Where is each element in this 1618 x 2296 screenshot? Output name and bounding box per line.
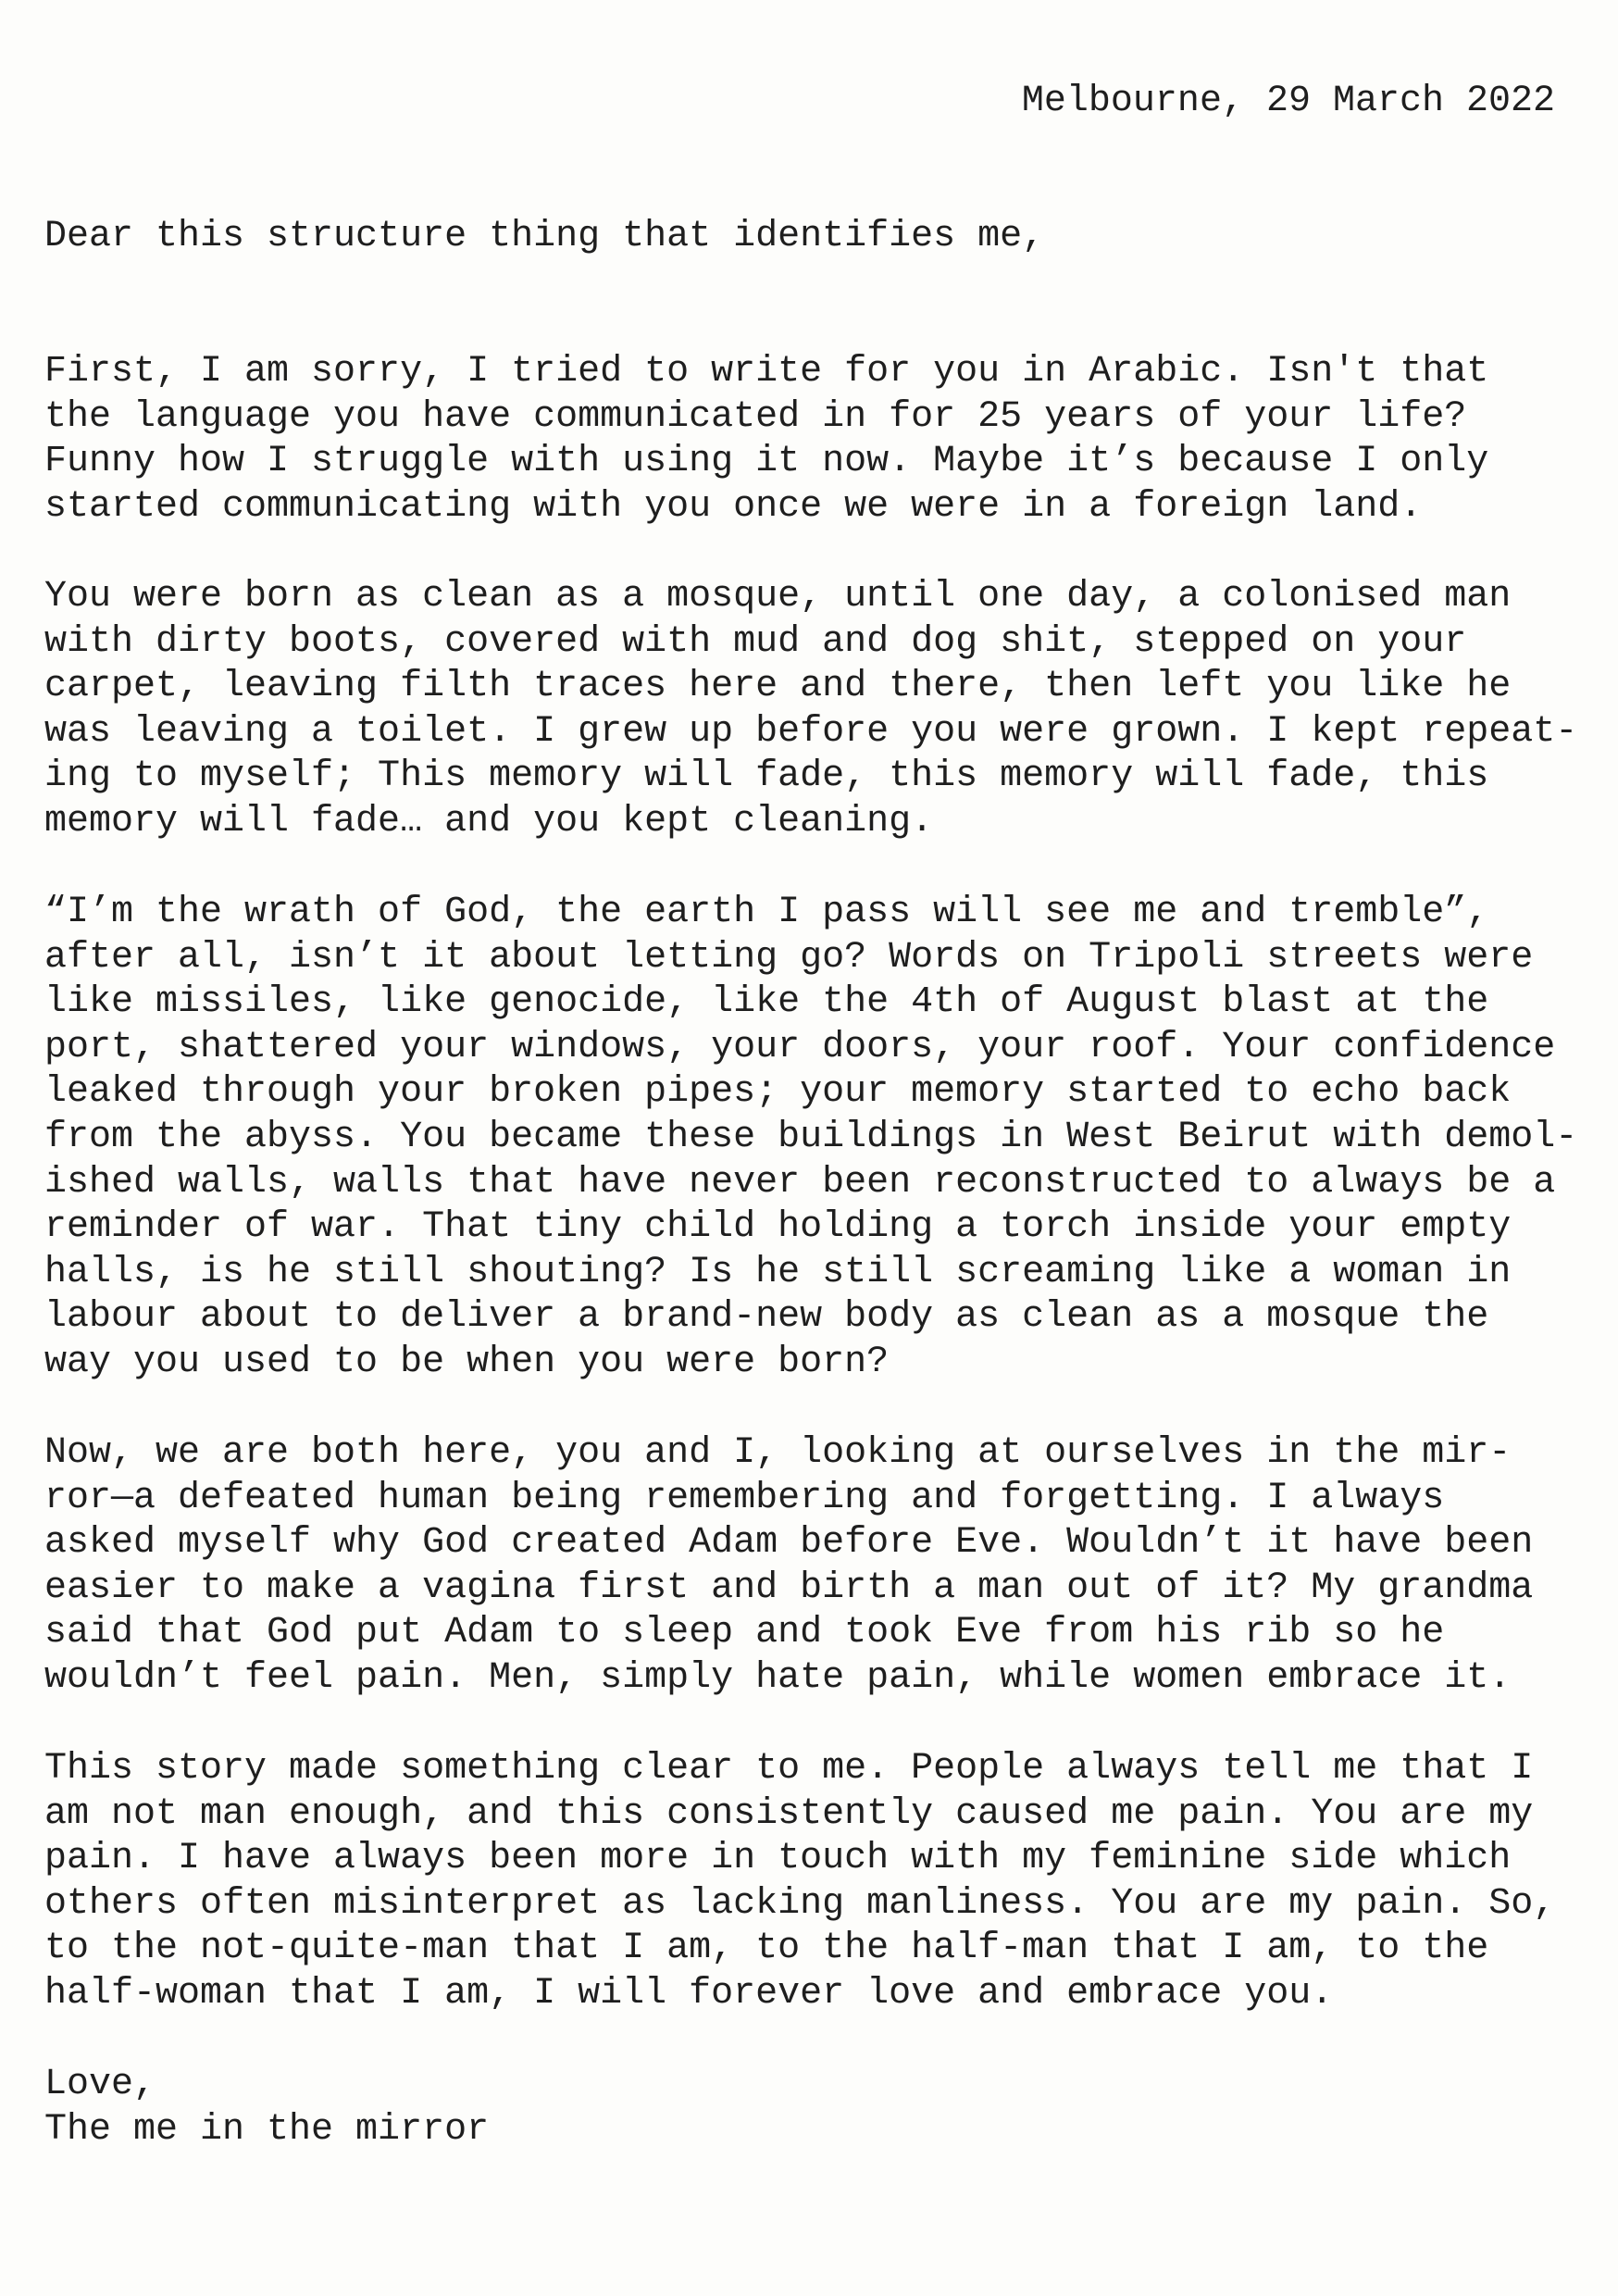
paragraph-line: port, shattered your windows, your doors, your roof. Your confidence: [44, 1026, 1556, 1068]
paragraph-5: [44, 1747, 1590, 2017]
paragraph-line: Now, we are both here, you and I, looking at ourselves in the mir-: [44, 1432, 1512, 1474]
paragraph-1: [44, 350, 1590, 530]
paragraph-line: asked myself why God created Adam before Eve. Wouldn’t it have been: [44, 1522, 1534, 1565]
paragraph-line: You were born as clean as a mosque, until one day, a colonised man: [44, 576, 1512, 618]
paragraph-line: memory will fade… and you kept cleaning.: [44, 800, 934, 842]
paragraph-line: This story made something clear to me. People always tell me that I: [44, 1748, 1534, 1790]
paragraph-line: ing to myself; This memory will fade, this memory will fade, this: [44, 755, 1489, 798]
paragraph-line: half-woman that I am, I will forever love and embrace you.: [44, 1972, 1334, 2015]
paragraph-line: reminder of war. That tiny child holding a torch inside your empty: [44, 1206, 1512, 1249]
paragraph-line: Funny how I struggle with using it now. Maybe it’s because I only: [44, 441, 1489, 483]
paragraph-line: “I’m the wrath of God, the earth I pass will see me and tremble”,: [44, 892, 1489, 933]
paragraph-line: halls, is he still shouting? Is he still screaming like a woman in: [44, 1251, 1512, 1293]
paragraph-line: with dirty boots, covered with mud and dog shit, stepped on your: [44, 620, 1467, 663]
paragraph-line: like missiles, like genocide, like the 4th of August blast at the: [44, 981, 1489, 1024]
paragraph-line: others often misinterpret as lacking manliness. You are my pain. So,: [44, 1882, 1556, 1925]
paragraph-line: the language you have communicated in for 25 years of your life?: [44, 395, 1467, 438]
paragraph-line: was leaving a toilet. I grew up before you were grown. I kept repeat-: [44, 710, 1578, 753]
paragraph-line: First, I am sorry, I tried to write for you in Arabic. Isn't that: [44, 351, 1489, 393]
paragraph-line: ished walls, walls that have never been reconstructed to always be a: [44, 1161, 1556, 1204]
paragraph-line: from the abyss. You became these buildings in West Beirut with demol-: [44, 1116, 1578, 1158]
paragraph-line: pain. I have always been more in touch with my feminine side which: [44, 1838, 1512, 1880]
letter-date: Melbourne, 29 March 2022: [1021, 81, 1555, 122]
paragraph-line: wouldn’t feel pain. Men, simply hate pain, while women embrace it.: [44, 1656, 1512, 1699]
paragraph-line: said that God put Adam to sleep and took Eve from his rib so he: [44, 1612, 1445, 1654]
paragraph-3: [44, 891, 1590, 1386]
paragraph-line: leaked through your broken pipes; your memory started to echo back: [44, 1071, 1512, 1114]
closing-block: [44, 2063, 1590, 2152]
paragraph-line: carpet, leaving filth traces here and there, then left you like he: [44, 666, 1512, 708]
salutation: [44, 215, 1590, 260]
paragraph-line: am not man enough, and this consistently caused me pain. You are my: [44, 1792, 1534, 1835]
signature-text: The me in the mirror: [44, 2108, 490, 2151]
paragraph-line: started communicating with you once we were in a foreign land.: [44, 485, 1423, 528]
salutation-text: Dear this structure thing that identifies me,: [44, 216, 1045, 257]
paragraph-line: to the not-quite-man that I am, to the half-man that I am, to the: [44, 1928, 1489, 1970]
paragraph-line: ror—a defeated human being remembering and forgetting. I always: [44, 1477, 1445, 1519]
paragraph-line: easier to make a vagina first and birth a man out of it? My grandma: [44, 1566, 1534, 1609]
paragraph-line: after all, isn’t it about letting go? Words on Tripoli streets were: [44, 936, 1534, 979]
paragraph-2: [44, 575, 1590, 845]
closing-text: Love,: [44, 2064, 156, 2105]
paragraph-line: labour about to deliver a brand-new body as clean as a mosque the: [44, 1296, 1489, 1339]
paragraph-4: [44, 1431, 1590, 1702]
paragraph-line: way you used to be when you were born?: [44, 1341, 890, 1383]
